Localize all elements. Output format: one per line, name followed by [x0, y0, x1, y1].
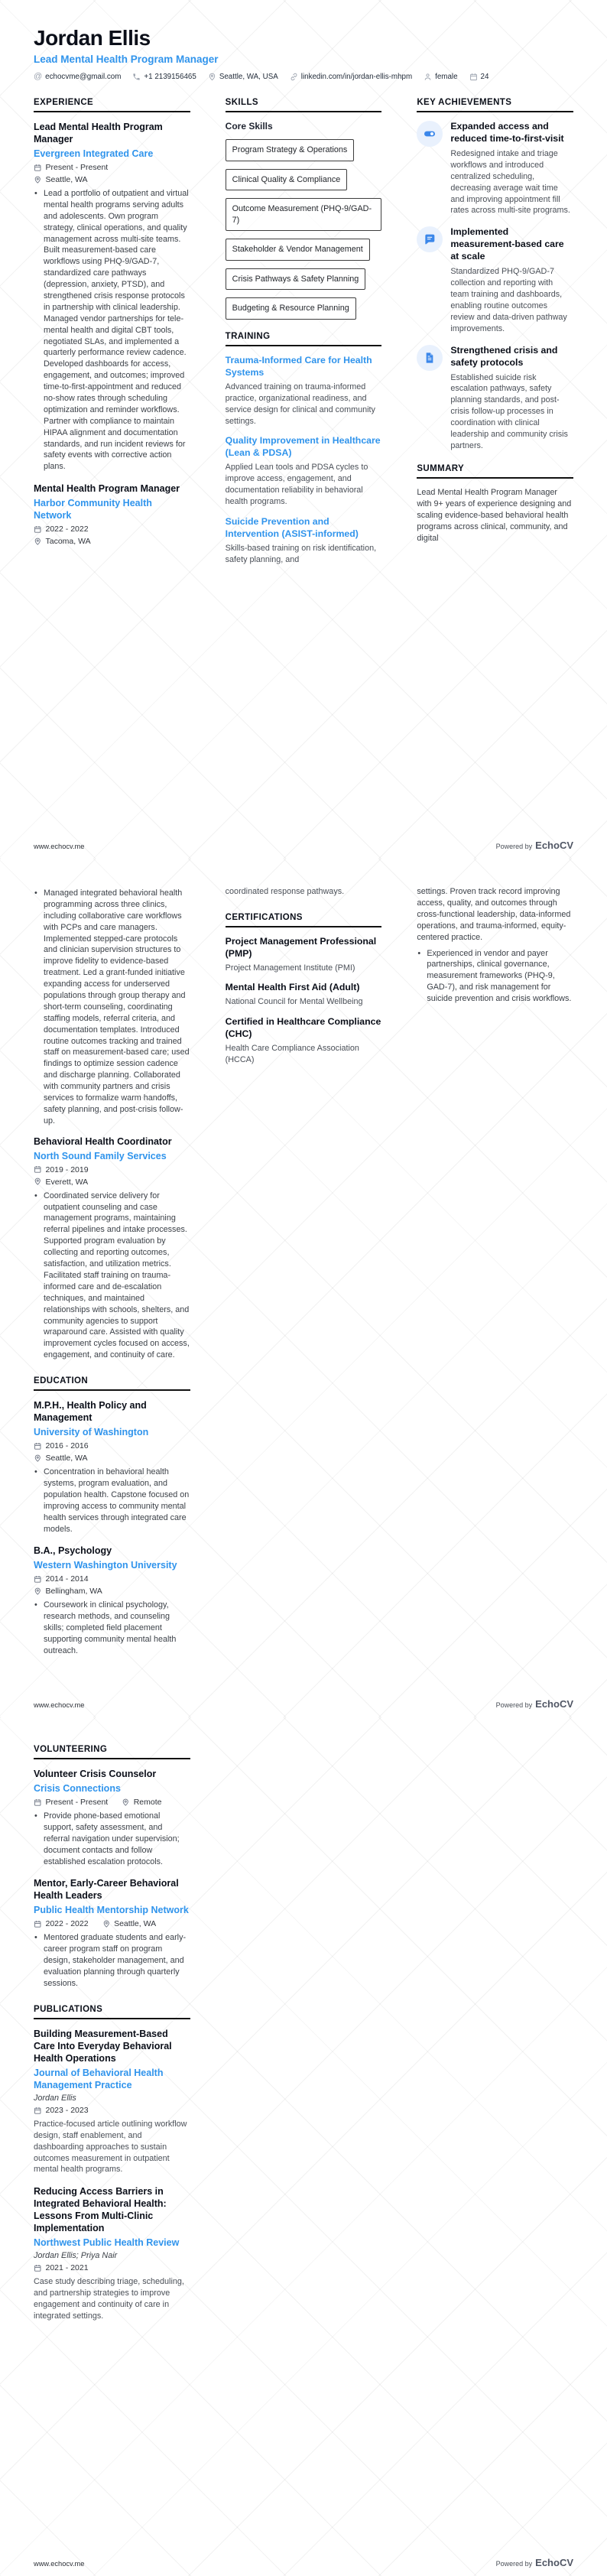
- powered-by-label: Powered by: [495, 843, 533, 850]
- bullet-text: Lead a portfolio of outpatient and virtual mental health programs serving adults and adolescents. Own program strategy, clinical operations, and quality management across multi-site teams. Built measurement-based care workflows using PHQ-9/GAD-7, standardized care pathways (depression, anxiety, PTSD), and strengthened crisis response protocols in partnership with clinical leadership. Managed vendor partnerships for tele-mental health and digital CBT tools, negotiated SLAs, and implemented a quarterly performance review cadence. Developed dashboards for access, engagement, and outcomes; improved time-to-first-appointment and reduced no-show rates through scheduling optimization and reminder workflows. Partner with compliance to maintain HIPAA alignment and documentation standards, and run incident reviews for safety events with corrective action plans.: [44, 189, 189, 472]
- brand-logo[interactable]: EchoCV: [535, 840, 573, 851]
- publications-heading: PUBLICATIONS: [34, 2005, 190, 2019]
- achievement-desc: Redesigned intake and triage workflows and introduced centralized scheduling, decreasing average wait time and improving appointment fill rates across multi-site programs.: [450, 148, 570, 216]
- training-desc: Skills-based training on risk identification, safety planning, and: [225, 543, 377, 564]
- volunteer-meta-row: [34, 1916, 190, 1928]
- achievement-desc: Standardized PHQ-9/GAD-7 collection and reporting with team training and dashboards, enabling routine outcomes review and data-driven pathway improvements.: [450, 267, 567, 333]
- education-item: [34, 1545, 190, 1656]
- age-contact: [469, 73, 489, 81]
- skill-tag-row: [226, 239, 382, 261]
- certification-item: [226, 1016, 382, 1065]
- school-link[interactable]: University of Washington: [34, 1427, 149, 1438]
- resume-page-2: [0, 859, 607, 1717]
- publication-journal-link[interactable]: Northwest Public Health Review: [34, 2237, 180, 2249]
- bullet-text: Mentored graduate students and early-career program staff on program design, stakeholder management, and evaluation planning through quarterly sessions.: [44, 1933, 187, 1989]
- footer-site-link[interactable]: www.echocv.me: [34, 1701, 85, 1709]
- skills-column: [226, 98, 382, 574]
- training-item: [226, 435, 382, 508]
- education-dates: [34, 1574, 190, 1584]
- training-item: [226, 355, 382, 427]
- publication-date-value: 2021 - 2021: [45, 2263, 89, 2273]
- volunteer-location: [102, 1919, 157, 1928]
- publication-journal-link[interactable]: Journal of Behavioral Health Management Practice: [34, 2067, 164, 2090]
- toggle-icon: [417, 121, 443, 147]
- calendar-icon: [34, 1442, 42, 1450]
- bullet-dot: •: [34, 888, 37, 898]
- summary-bullet: [417, 948, 573, 1005]
- location-pin-icon: [208, 73, 216, 81]
- skill-tag-row: [226, 169, 382, 191]
- achievement-item: [417, 121, 573, 216]
- job-bullets: [34, 1191, 190, 1361]
- achievement-body: [450, 345, 573, 452]
- publication-title: Building Measurement-Based Care Into Everyday Behavioral Health Operations: [34, 2028, 172, 2064]
- experience-column: [34, 98, 190, 574]
- education-date-value: 2014 - 2014: [45, 1574, 89, 1584]
- brand-logo[interactable]: EchoCV: [535, 2557, 573, 2568]
- volunteer-date-value: 2022 - 2022: [45, 1919, 89, 1929]
- volunteering-column: [34, 1745, 190, 2332]
- job-bullet: [34, 888, 190, 1127]
- training-title-link[interactable]: Suicide Prevention and Intervention (ASIST-informed): [225, 516, 359, 539]
- email-contact[interactable]: [34, 73, 121, 81]
- experience-column-continued: [34, 886, 190, 1667]
- certification-name: Certified in Healthcare Compliance (CHC): [225, 1015, 381, 1039]
- document-icon: [417, 345, 443, 371]
- bullet-text: Provide phone-based emotional support, safety assessment, and referral navigation under supervision; document contacts and follow established escalation protocols.: [44, 1811, 180, 1866]
- location-pin-icon: [34, 176, 42, 184]
- bullet-dot: •: [34, 1467, 37, 1477]
- job-bullets: [34, 888, 190, 1127]
- education-location: [34, 1587, 190, 1596]
- skill-tag: Stakeholder & Vendor Management: [226, 239, 370, 261]
- job-dates: [34, 1165, 190, 1174]
- publication-title: Reducing Access Barriers in Integrated Behavioral Health: Lessons From Multi-Clinic Implementation: [34, 2186, 167, 2234]
- volunteer-dates: [34, 1919, 89, 1928]
- experience-item: [34, 482, 190, 546]
- job-bullet: [34, 1191, 190, 1361]
- education-heading: EDUCATION: [34, 1376, 190, 1391]
- location-pin-icon: [34, 1454, 42, 1463]
- calendar-icon: [34, 1920, 42, 1928]
- summary-bullets: [417, 948, 573, 1005]
- bullet-text: Coursework in clinical psychology, research methods, and counseling skills; completed field placement supporting community mental health outreach.: [44, 1600, 177, 1655]
- calendar-icon: [34, 2107, 42, 2115]
- training-title-link[interactable]: Quality Improvement in Healthcare (Lean & PDSA): [225, 435, 381, 459]
- bullet-text: Managed integrated behavioral health programming across three clinics, including collaborative care workflows with PCPs and care managers. Implemented stepped-care protocols and clinician supervision structures to improve fidelity to evidence-based treatment. Led a grant-funded initiative expanding access for underserved populations through group therapy and short-term counseling, coordinating staffing models, referral criteria, and documentation templates. Introduced routine outcomes tracking and trained staff on measurement-based care; used findings to optimize session cadence and discharge planning. Collaborated with community partners and crisis services to formalize warm handoffs, safety planning, and post-crisis follow-up.: [44, 888, 190, 1126]
- location-pin-icon: [34, 538, 42, 546]
- achievement-title: Expanded access and reduced time-to-first-visit: [450, 121, 564, 144]
- job-location-value: Seattle, WA: [45, 175, 88, 184]
- volunteer-bullet: [34, 1932, 190, 1989]
- experience-item: [34, 121, 190, 473]
- linkedin-contact[interactable]: [290, 73, 412, 81]
- training-desc: Advanced training on trauma-informed practice, organizational readiness, and service design for clinical and community settings.: [225, 382, 375, 426]
- certifications-heading: CERTIFICATIONS: [226, 913, 382, 927]
- resume-header: [0, 0, 607, 81]
- skill-tag-row: [226, 268, 382, 291]
- job-location: [34, 537, 190, 546]
- brand-logo[interactable]: EchoCV: [535, 1698, 573, 1710]
- gender-contact: [424, 73, 457, 81]
- job-dates: [34, 525, 190, 534]
- job-bullets: [34, 188, 190, 473]
- certification-issuer: Health Care Compliance Association (HCCA): [225, 1043, 359, 1064]
- person-icon: [424, 73, 432, 81]
- summary-heading: SUMMARY: [417, 464, 573, 479]
- job-date-value: Present - Present: [45, 163, 109, 172]
- powered-by: [496, 1698, 573, 1710]
- page-footer: [34, 2557, 573, 2568]
- summary-column-continued: [417, 886, 573, 1667]
- gender-value: female: [435, 73, 458, 81]
- calendar-icon: [34, 164, 42, 172]
- achievement-desc: Established suicide risk escalation pathways, safety planning standards, and post-crisis follow-up processes in coordination with clinical leadership and community crisis partners.: [450, 372, 568, 450]
- bullet-dot: •: [34, 1933, 37, 1943]
- volunteering-item: [34, 1768, 190, 1867]
- skill-tag-row: [226, 198, 382, 231]
- phone-icon: [132, 73, 141, 81]
- publication-desc: Practice-focused article outlining workflow design, staff enablement, and dashboarding approaches to sustain outcomes measurement in outpatient mental health programs.: [34, 2119, 187, 2175]
- age-value: 24: [480, 73, 489, 81]
- certification-issuer: National Council for Mental Wellbeing: [225, 997, 363, 1007]
- summary-text: Lead Mental Health Program Manager with 9+ years of experience designing and scaling evidence-based behavioral health programs across clinical, community, and digital: [417, 487, 572, 544]
- candidate-name: Jordan Ellis: [34, 26, 151, 50]
- education-item: [34, 1399, 190, 1535]
- calendar-icon: [469, 73, 478, 81]
- calendar-icon: [34, 1575, 42, 1584]
- volunteer-location-value: Remote: [133, 1798, 162, 1807]
- publication-item: [34, 2028, 190, 2175]
- volunteering-item: [34, 1877, 190, 1989]
- education-dates: [34, 1441, 190, 1450]
- job-location-value: Tacoma, WA: [45, 537, 91, 547]
- job-title: Mental Health Program Manager: [34, 483, 180, 495]
- achievement-body: [450, 226, 573, 334]
- calendar-icon: [34, 1798, 42, 1807]
- achievement-body: [450, 121, 573, 216]
- education-date-value: 2016 - 2016: [45, 1441, 89, 1451]
- job-title: Behavioral Health Coordinator: [34, 1135, 172, 1147]
- achievements-heading: KEY ACHIEVEMENTS: [417, 98, 573, 112]
- skill-tag: Outcome Measurement (PHQ-9/GAD-7): [226, 198, 382, 231]
- training-title-link[interactable]: Trauma-Informed Care for Health Systems: [225, 354, 372, 378]
- volunteer-location-value: Seattle, WA: [114, 1919, 157, 1929]
- volunteer-title: Volunteer Crisis Counselor: [34, 1769, 157, 1779]
- education-bullet: [34, 1600, 190, 1656]
- bullet-dot: •: [34, 1600, 37, 1610]
- publication-authors: Jordan Ellis; Priya Nair: [34, 2251, 118, 2261]
- volunteer-location: [122, 1798, 161, 1807]
- skill-tag-row: [226, 297, 382, 320]
- powered-by-label: Powered by: [495, 2560, 533, 2568]
- summary-text-continued: settings. Proven track record improving access, quality, and outcomes through cross-functional leadership, data-informed operations, and trauma-informed, equity-centered practice.: [417, 887, 571, 943]
- bullet-text: Experienced in vendor and payer partnerships, clinical governance, measurement frameworks (PHQ-9, GAD-7), and risk management for suicide prevention and crisis workflows.: [427, 948, 572, 1004]
- education-location-value: Seattle, WA: [45, 1454, 88, 1463]
- skill-tag: Budgeting & Resource Planning: [226, 297, 356, 320]
- chat-icon: [417, 226, 443, 252]
- job-date-value: 2019 - 2019: [45, 1165, 89, 1174]
- job-location: [34, 1178, 190, 1187]
- publication-authors: Jordan Ellis: [34, 2093, 76, 2103]
- achievement-item: [417, 345, 573, 452]
- empty-middle-column: [226, 1745, 382, 2332]
- job-bullet: [34, 188, 190, 473]
- company-link[interactable]: Evergreen Integrated Care: [34, 148, 154, 159]
- certifications-column: [226, 886, 382, 1667]
- education-location-value: Bellingham, WA: [45, 1587, 102, 1597]
- training-item: [226, 516, 382, 566]
- empty-right-column: [417, 1745, 573, 2332]
- bullet-dot: •: [34, 1811, 37, 1821]
- volunteer-org-link[interactable]: Public Health Mentorship Network: [34, 1905, 189, 1916]
- candidate-title: Lead Mental Health Program Manager: [34, 54, 219, 65]
- bullet-text: Concentration in behavioral health systems, program evaluation, and population health. Capstone focused on improving access to community mental health services through integrated care models.: [44, 1467, 190, 1534]
- skill-tag-row: [226, 139, 382, 161]
- powered-by: [496, 2557, 573, 2568]
- education-bullet: [34, 1467, 190, 1535]
- achievement-title: Implemented measurement-based care at scale: [450, 226, 564, 262]
- experience-heading: EXPERIENCE: [34, 98, 190, 112]
- volunteering-heading: VOLUNTEERING: [34, 1745, 190, 1759]
- location-pin-icon: [122, 1798, 130, 1807]
- education-location: [34, 1454, 190, 1463]
- location-value: Seattle, WA, USA: [219, 73, 278, 81]
- volunteer-bullets: [34, 1811, 190, 1867]
- achievement-item: [417, 226, 573, 334]
- location-contact: [208, 73, 278, 81]
- achievements-column: [417, 98, 573, 574]
- publication-dates: [34, 2263, 190, 2272]
- training-heading: TRAINING: [226, 332, 382, 346]
- bullet-dot: •: [34, 189, 37, 198]
- resume-page-1: [0, 0, 607, 859]
- footer-site-link[interactable]: www.echocv.me: [34, 843, 85, 850]
- phone-contact[interactable]: [132, 73, 196, 81]
- skills-group-label: Core Skills: [225, 121, 273, 132]
- volunteer-org-link[interactable]: Crisis Connections: [34, 1783, 121, 1794]
- page-footer: [34, 840, 573, 851]
- skills-heading: SKILLS: [226, 98, 382, 112]
- contact-row: [34, 73, 573, 81]
- company-link[interactable]: North Sound Family Services: [34, 1150, 167, 1161]
- certification-item: [226, 936, 382, 974]
- volunteer-date-value: Present - Present: [45, 1798, 109, 1807]
- phone-value: +1 2139156465: [144, 73, 196, 81]
- training-desc-continued: coordinated response pathways.: [225, 887, 345, 896]
- education-bullets: [34, 1600, 190, 1656]
- degree-title: B.A., Psychology: [34, 1545, 112, 1557]
- footer-site-link[interactable]: www.echocv.me: [34, 2560, 85, 2568]
- company-link[interactable]: Harbor Community Health Network: [34, 498, 152, 521]
- degree-title: M.P.H., Health Policy and Management: [34, 1400, 147, 1424]
- resume-page-3: [0, 1717, 607, 2576]
- job-location: [34, 175, 190, 184]
- certification-name: Mental Health First Aid (Adult): [225, 982, 360, 993]
- bullet-dot: •: [417, 948, 421, 958]
- job-title: Lead Mental Health Program Manager: [34, 122, 163, 145]
- location-pin-icon: [34, 1587, 42, 1596]
- calendar-icon: [34, 1165, 42, 1174]
- page-footer: [34, 1698, 573, 1710]
- skill-tag: Clinical Quality & Compliance: [226, 169, 348, 191]
- certification-item: [226, 982, 382, 1008]
- link-icon: [290, 73, 298, 81]
- volunteer-bullets: [34, 1932, 190, 1989]
- email-value: echocvme@gmail.com: [45, 73, 122, 81]
- bullet-text: Coordinated service delivery for outpatient counseling and case management programs, maintaining referral pipelines and intake processes. Supported program evaluation by collecting and reporting outcomes, satisfaction, and utilization metrics. Facilitated staff training on trauma-informed care and de-escalation techniques, and maintained relationships with schools, shelters, and community agencies to support wraparound care. Assisted with quality improvement cycles focused on access, engagement, and continuity of care.: [44, 1191, 190, 1360]
- location-pin-icon: [102, 1920, 111, 1928]
- volunteer-bullet: [34, 1811, 190, 1867]
- publication-date-value: 2023 - 2023: [45, 2105, 89, 2115]
- certification-issuer: Project Management Institute (PMI): [225, 963, 355, 973]
- experience-item: [34, 1135, 190, 1361]
- training-desc: Applied Lean tools and PDSA cycles to improve access, engagement, and documentation reliability in behavioral health programs.: [225, 463, 368, 507]
- publication-item: [34, 2185, 190, 2322]
- volunteer-meta-row: [34, 1795, 190, 1807]
- powered-by-label: Powered by: [495, 1701, 533, 1709]
- achievement-title: Strengthened crisis and safety protocols: [450, 344, 558, 368]
- education-bullets: [34, 1467, 190, 1535]
- calendar-icon: [34, 2264, 42, 2272]
- linkedin-value: linkedin.com/in/jordan-ellis-mhpm: [300, 73, 413, 81]
- publication-dates: [34, 2106, 190, 2115]
- skill-tag: Crisis Pathways & Safety Planning: [226, 268, 366, 291]
- job-dates: [34, 163, 190, 172]
- skill-tag: Program Strategy & Operations: [226, 139, 355, 161]
- email-icon: @: [34, 72, 43, 81]
- job-date-value: 2022 - 2022: [45, 525, 89, 534]
- bullet-dot: •: [34, 1191, 37, 1200]
- calendar-icon: [34, 525, 42, 534]
- powered-by: [496, 840, 573, 851]
- job-location-value: Everett, WA: [45, 1177, 89, 1187]
- school-link[interactable]: Western Washington University: [34, 1560, 177, 1571]
- location-pin-icon: [34, 1178, 42, 1186]
- certification-name: Project Management Professional (PMP): [225, 935, 377, 959]
- volunteer-title: Mentor, Early-Career Behavioral Health Leaders: [34, 1878, 179, 1902]
- volunteer-dates: [34, 1798, 108, 1807]
- publication-desc: Case study describing triage, scheduling, and partnership strategies to improve engagement and continuity of care in integrated settings.: [34, 2277, 184, 2321]
